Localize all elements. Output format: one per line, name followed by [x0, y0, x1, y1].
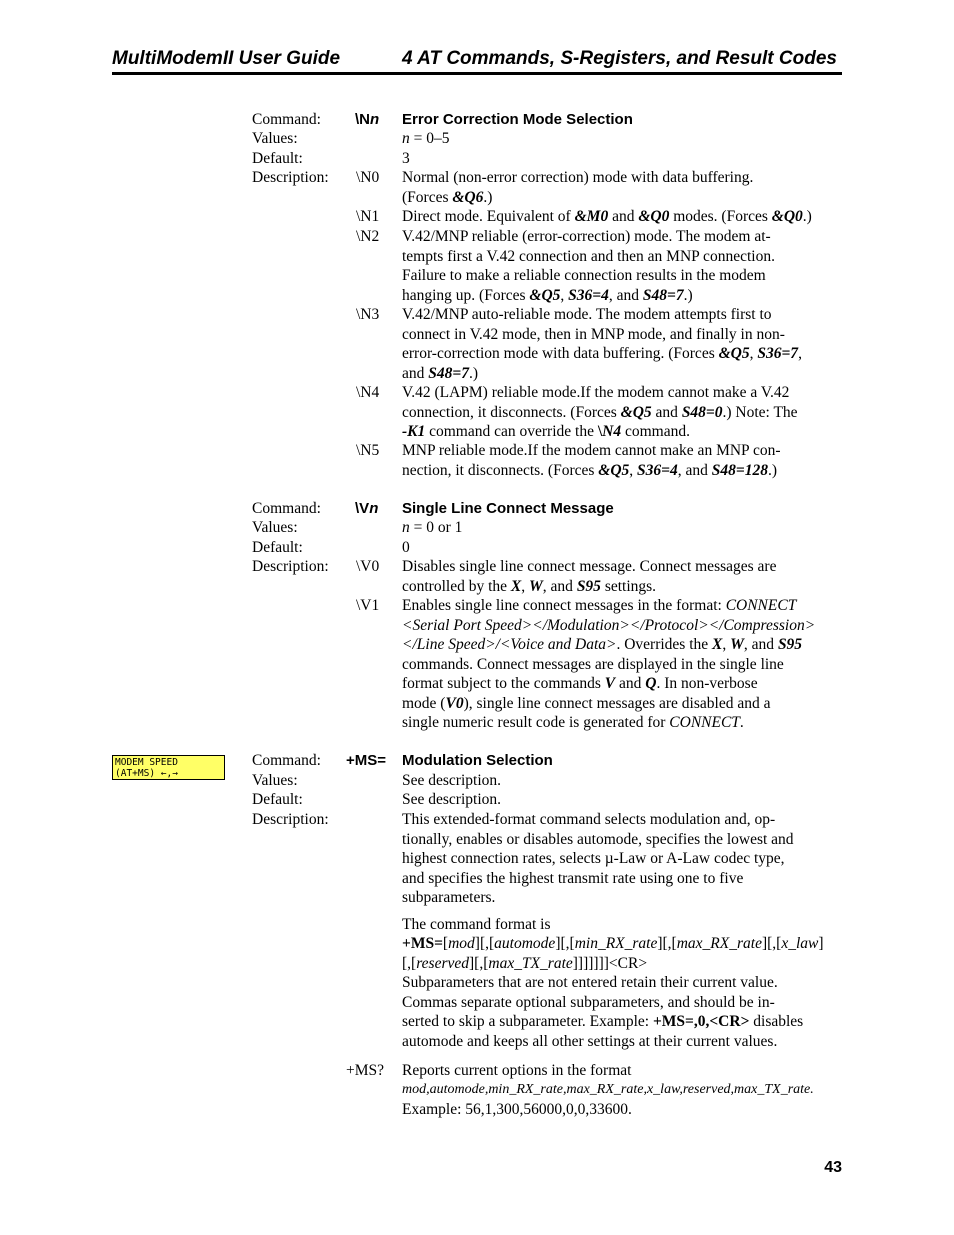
command-label: Command: [252, 111, 321, 128]
query-text: Reports current options in the format [402, 1062, 632, 1079]
default-value: See description. [402, 791, 502, 808]
command-name: \Nn [355, 111, 380, 128]
command-label: Command: [252, 500, 321, 517]
option-text: Direct mode. Equivalent of &M0 and &Q0 modes. (Forces &Q0.) [402, 208, 812, 225]
lcd-line-2: (AT+MS) ←,→ [115, 768, 178, 779]
command-name: +MS= [346, 752, 387, 769]
option-code: \N0 [356, 169, 380, 186]
default-label: Default: [252, 539, 303, 556]
option-text: Normal (non-error correction) mode with data buffering. (Forces &Q6.) [402, 169, 754, 206]
option-code: \N4 [356, 384, 380, 401]
section-title: Modulation Selection [402, 752, 553, 769]
command-label: Command: [252, 752, 321, 769]
option-text: Disables single line connect message. Connect messages are controlled by the X, W, and S95 settings. [402, 558, 777, 595]
description-text: This extended-format command selects modulation and, op- tionally, enables or disables automode, specifies the lowest and highest connection rates, selects µ-Law or A-Law codec type, and specifies the highest transmit rate using one to five subparameters. [402, 811, 794, 906]
option-code: \N1 [356, 208, 380, 225]
values-text: See description. [402, 772, 502, 789]
lcd-menu-indicator [112, 755, 225, 780]
query-example: Example: 56,1,300,56000,0,0,33600. [402, 1101, 632, 1118]
default-value: 3 [402, 150, 410, 167]
values-label: Values: [252, 772, 298, 789]
option-code: \N3 [356, 306, 380, 323]
query-code: +MS? [346, 1062, 385, 1079]
option-text: Enables single line connect messages in the format: CONNECT <Serial Port Speed></Modulation></Protocol></Compression> </Line Speed>/<Voice and Data>. Overrides the X, W, and S95 commands. Connect messages are displayed in the single line format subject to the commands V and Q. In non-verbose mode (V0), single line connect messages are disabled and a single numeric result code is generated for CONNECT. [402, 597, 816, 731]
query-format: mod,automode,min_RX_rate,max_RX_rate,x_law,reserved,max_TX_rate. [402, 1082, 814, 1097]
page-number: 43 [824, 1159, 842, 1176]
default-label: Default: [252, 150, 303, 167]
section-title: Single Line Connect Message [402, 500, 614, 517]
values-text: n = 0 or 1 [402, 519, 463, 536]
description-label: Description: [252, 558, 329, 575]
description-label: Description: [252, 811, 329, 828]
option-code: \V1 [356, 597, 380, 614]
default-value: 0 [402, 539, 410, 556]
option-text: V.42/MNP reliable (error-correction) mode. The modem at- tempts first a V.42 connection and then an MNP connection. Failure to make a reliable connection results in the modem hanging up. (Forces &Q5, S36=4, and S48=7.) [402, 228, 775, 304]
option-code: \V0 [356, 558, 380, 575]
section-title: Error Correction Mode Selection [402, 111, 633, 128]
option-text: V.42/MNP auto-reliable mode. The modem attempts first to connect in V.42 mode, then in MNP mode, and finally in non- error-correction mode with data buffering. (Forces &Q5, S36=7, and S48=7.) [402, 306, 802, 382]
values-text: n = 0–5 [402, 130, 450, 147]
command-name: \Vn [355, 500, 379, 517]
values-label: Values: [252, 519, 298, 536]
default-label: Default: [252, 791, 303, 808]
option-text: V.42 (LAPM) reliable mode.If the modem cannot make a V.42 connection, it disconnects. (Forces &Q5 and S48=0.) Note: The -K1 command can override the \N4 command. [402, 384, 798, 440]
subparams-note: Subparameters that are not entered retain their current value. Commas separate optional subparameters, and should be in- serted to skip a subparameter. Example: +MS=,0,<CR> disables automode and keeps all other settings at their current values. [402, 974, 804, 1050]
lcd-line-1: MODEM SPEED [115, 757, 178, 768]
option-code: \N2 [356, 228, 380, 245]
header-chapter-title: 4 AT Commands, S-Registers, and Result Codes [402, 48, 837, 69]
values-label: Values: [252, 130, 298, 147]
header-guide-title: MultiModemII User Guide [112, 48, 341, 69]
description-label: Description: [252, 169, 329, 186]
command-format: +MS=[mod][,[automode][,[min_RX_rate][,[max_RX_rate][,[x_law] [,[reserved][,[max_TX_rate]]]]]]]<CR> [402, 935, 824, 972]
format-intro: The command format is [402, 916, 551, 933]
option-code: \N5 [356, 442, 380, 459]
header-rule [112, 72, 842, 75]
option-text: MNP reliable mode.If the modem cannot make an MNP con- nection, it disconnects. (Forces &Q5, S36=4, and S48=128.) [402, 442, 781, 479]
